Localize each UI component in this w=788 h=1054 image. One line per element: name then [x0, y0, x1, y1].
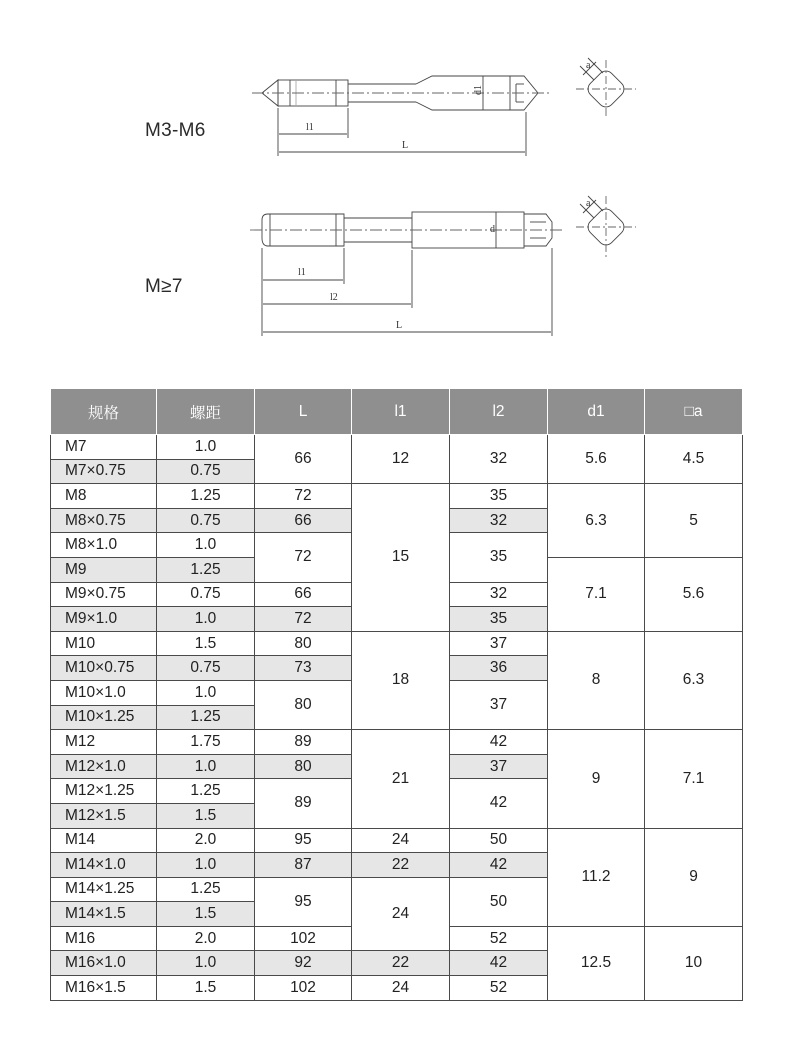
- cell-pitch: 2.0: [157, 828, 255, 853]
- cell-l2: 52: [450, 926, 548, 951]
- cell-L: 72: [255, 484, 352, 509]
- cell-pitch: 2.0: [157, 926, 255, 951]
- table-row: [51, 484, 743, 509]
- dim-L-bottom: L: [396, 320, 403, 331]
- cell-spec: M10×1.25: [51, 705, 157, 730]
- cell-spec: M12×1.5: [51, 803, 157, 828]
- spec-table: [50, 388, 743, 1001]
- table-row: [51, 828, 743, 853]
- cell-L: 102: [255, 976, 352, 1001]
- cell-pitch: 1.0: [157, 853, 255, 878]
- cell-d1: 8: [548, 631, 645, 729]
- cell-spec: M14×1.25: [51, 877, 157, 902]
- cell-d1: 12.5: [548, 926, 645, 1000]
- cell-spec: M7×0.75: [51, 459, 157, 484]
- cell-a: 5.6: [645, 557, 743, 631]
- cell-pitch: 0.75: [157, 656, 255, 681]
- cell-L: 102: [255, 926, 352, 951]
- dim-a-bottom: a: [586, 198, 591, 209]
- cell-d1: 6.3: [548, 484, 645, 558]
- cell-d1: 9: [548, 730, 645, 828]
- cell-spec: M14×1.0: [51, 853, 157, 878]
- header-d1: d1: [548, 389, 645, 435]
- cell-l2: 32: [450, 508, 548, 533]
- cell-l2: 37: [450, 754, 548, 779]
- cell-l2: 36: [450, 656, 548, 681]
- cell-pitch: 0.75: [157, 582, 255, 607]
- dim-d1-top: d1: [473, 85, 484, 95]
- cell-spec: M12: [51, 730, 157, 755]
- cell-a: 5: [645, 484, 743, 558]
- cell-spec: M10×0.75: [51, 656, 157, 681]
- cell-l1: 24: [352, 877, 450, 951]
- cell-d1: 11.2: [548, 828, 645, 926]
- dim-l1-top: l1: [306, 122, 314, 133]
- cell-spec: M8×0.75: [51, 508, 157, 533]
- dim-a-top: a: [586, 60, 591, 71]
- cell-L: 80: [255, 754, 352, 779]
- cell-pitch: 1.0: [157, 754, 255, 779]
- cell-pitch: 1.0: [157, 533, 255, 558]
- label-m-ge-7: M≥7: [145, 276, 183, 297]
- cell-spec: M8: [51, 484, 157, 509]
- cell-L: 66: [255, 582, 352, 607]
- cell-spec: M9×1.0: [51, 607, 157, 632]
- dim-d-bottom: d: [490, 224, 495, 235]
- table-row: [51, 631, 743, 656]
- cell-spec: M16×1.0: [51, 951, 157, 976]
- dim-l2-bottom: l2: [330, 292, 338, 303]
- cell-pitch: 1.25: [157, 877, 255, 902]
- cell-L: 80: [255, 631, 352, 656]
- cell-a: 6.3: [645, 631, 743, 729]
- cell-l2: 50: [450, 828, 548, 853]
- cell-L: 72: [255, 533, 352, 582]
- cell-a: 7.1: [645, 730, 743, 828]
- cell-l1: 21: [352, 730, 450, 828]
- cell-pitch: 0.75: [157, 508, 255, 533]
- cell-spec: M10×1.0: [51, 680, 157, 705]
- cell-pitch: 0.75: [157, 459, 255, 484]
- cell-L: 89: [255, 730, 352, 755]
- table-row: [51, 730, 743, 755]
- cell-L: 66: [255, 435, 352, 484]
- cell-pitch: 1.5: [157, 803, 255, 828]
- cell-l1: 22: [352, 951, 450, 976]
- cell-pitch: 1.75: [157, 730, 255, 755]
- cell-spec: M12×1.25: [51, 779, 157, 804]
- cell-spec: M9: [51, 557, 157, 582]
- cell-a: 9: [645, 828, 743, 926]
- cell-spec: M9×0.75: [51, 582, 157, 607]
- cell-d1: 7.1: [548, 557, 645, 631]
- header-pitch: 螺距: [157, 389, 255, 435]
- cell-a: 4.5: [645, 435, 743, 484]
- header-L: L: [255, 389, 352, 435]
- cell-L: 66: [255, 508, 352, 533]
- cell-L: 92: [255, 951, 352, 976]
- cell-L: 95: [255, 828, 352, 853]
- cell-l2: 32: [450, 435, 548, 484]
- cell-pitch: 1.25: [157, 705, 255, 730]
- cell-spec: M10: [51, 631, 157, 656]
- cell-l1: 15: [352, 484, 450, 632]
- cell-l1: 12: [352, 435, 450, 484]
- header-a: □a: [645, 389, 743, 435]
- cell-l1: 24: [352, 828, 450, 853]
- cell-a: 10: [645, 926, 743, 1000]
- cell-l2: 35: [450, 607, 548, 632]
- cell-spec: M14: [51, 828, 157, 853]
- cell-pitch: 1.0: [157, 680, 255, 705]
- dim-l1-bottom: l1: [298, 267, 306, 278]
- cell-l2: 32: [450, 582, 548, 607]
- header-l1: l1: [352, 389, 450, 435]
- cell-l2: 42: [450, 779, 548, 828]
- tap-drawings: [0, 0, 788, 370]
- cell-spec: M14×1.5: [51, 902, 157, 927]
- header-l2: l2: [450, 389, 548, 435]
- cell-l2: 35: [450, 484, 548, 509]
- cell-L: 89: [255, 779, 352, 828]
- cell-l2: 35: [450, 533, 548, 582]
- cell-L: 95: [255, 877, 352, 926]
- cell-l2: 37: [450, 680, 548, 729]
- cell-spec: M12×1.0: [51, 754, 157, 779]
- cell-pitch: 1.5: [157, 902, 255, 927]
- tap-drawing-small: [252, 58, 636, 156]
- cell-l2: 42: [450, 730, 548, 755]
- cell-pitch: 1.0: [157, 951, 255, 976]
- cell-pitch: 1.5: [157, 631, 255, 656]
- cell-pitch: 1.25: [157, 484, 255, 509]
- cell-l1: 24: [352, 976, 450, 1001]
- cell-l2: 50: [450, 877, 548, 926]
- cell-spec: M8×1.0: [51, 533, 157, 558]
- cell-pitch: 1.25: [157, 557, 255, 582]
- cell-spec: M16×1.5: [51, 976, 157, 1001]
- table-row: [51, 435, 743, 460]
- cell-l2: 42: [450, 951, 548, 976]
- tap-drawing-large: [250, 196, 636, 336]
- cell-spec: M16: [51, 926, 157, 951]
- cell-l1: 18: [352, 631, 450, 729]
- cell-L: 72: [255, 607, 352, 632]
- cell-l2: 42: [450, 853, 548, 878]
- cell-L: 73: [255, 656, 352, 681]
- cell-pitch: 1.25: [157, 779, 255, 804]
- table-header-row: [51, 389, 743, 435]
- cell-spec: M7: [51, 435, 157, 460]
- cell-l2: 52: [450, 976, 548, 1001]
- cell-l2: 37: [450, 631, 548, 656]
- cell-d1: 5.6: [548, 435, 645, 484]
- cell-L: 87: [255, 853, 352, 878]
- cell-l1: 22: [352, 853, 450, 878]
- cell-pitch: 1.5: [157, 976, 255, 1001]
- cell-pitch: 1.0: [157, 435, 255, 460]
- dim-L-top: L: [402, 140, 409, 151]
- label-m3-m6: M3-M6: [145, 120, 206, 141]
- cell-pitch: 1.0: [157, 607, 255, 632]
- header-spec: 规格: [51, 389, 157, 435]
- cell-L: 80: [255, 680, 352, 729]
